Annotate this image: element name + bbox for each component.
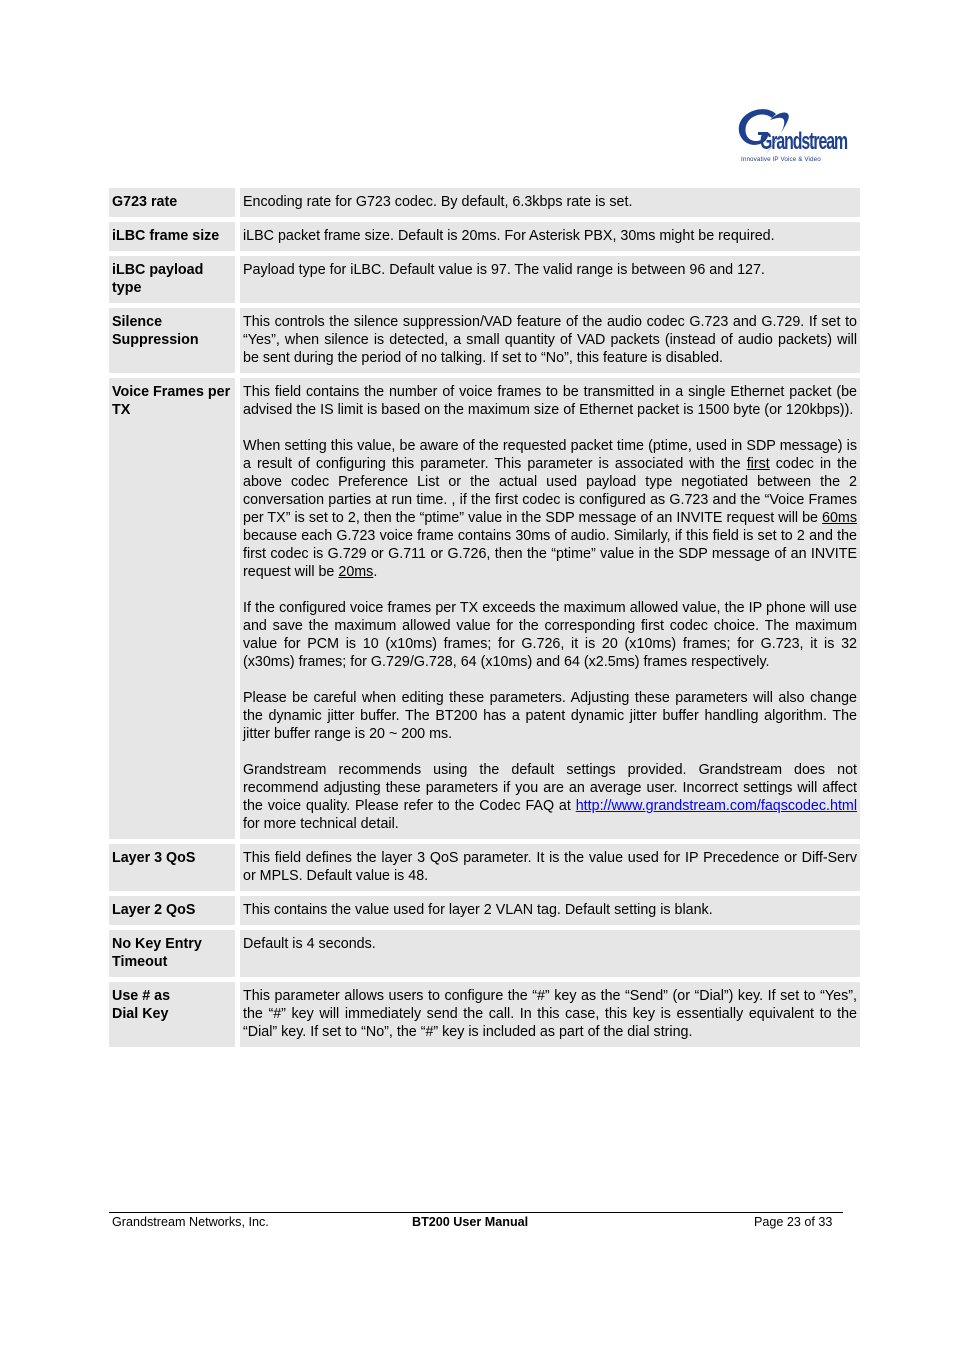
param-description: This contains the value used for layer 2 VLAN tag. Default setting is blank. — [240, 896, 860, 925]
param-description: Default is 4 seconds. — [240, 930, 860, 977]
param-name: G723 rate — [109, 188, 240, 217]
param-description: Encoding rate for G723 codec. By default, 6.3kbps rate is set. — [240, 188, 860, 217]
param-name: Silence Suppression — [109, 308, 240, 373]
param-name: Layer 2 QoS — [109, 896, 240, 925]
param-description: iLBC packet frame size. Default is 20ms. For Asterisk PBX, 30ms might be required. — [240, 222, 860, 251]
param-name: iLBC frame size — [109, 222, 240, 251]
param-name: Use # as Dial Key — [109, 982, 240, 1047]
codec-faq-link[interactable]: http://www.grandstream.com/faqscodec.html — [575, 798, 858, 814]
table-row — [109, 308, 860, 373]
table-row — [109, 930, 860, 977]
table-row — [109, 378, 860, 839]
param-name: Layer 3 QoS — [109, 844, 240, 891]
logo-tagline: Innovative IP Voice & Video — [741, 156, 821, 163]
footer-page-number: Page 23 of 33 — [754, 1215, 833, 1229]
param-description: This parameter allows users to configure the “#” key as the “Send” (or “Dial”) key. If set to “Yes”, the “#” key will immediately send the call. In this case, this key is essentially equivalent to the “Dial” key. If set to “No”, the “#” key is included as part of the dial string. — [240, 982, 860, 1047]
param-name: iLBC payload type — [109, 256, 240, 303]
logo-wordmark: Grandstream — [760, 128, 847, 155]
parameter-table — [109, 183, 860, 1052]
table-row — [109, 222, 860, 251]
table-row — [109, 844, 860, 891]
table-row — [109, 896, 860, 925]
table-row — [109, 982, 860, 1047]
grandstream-logo — [736, 106, 847, 166]
footer-company: Grandstream Networks, Inc. — [112, 1215, 269, 1229]
param-name: Voice Frames per TX — [109, 378, 240, 839]
param-description: This controls the silence suppression/VAD feature of the audio codec G.723 and G.729. If set to “Yes”, when silence is detected, a small quantity of VAD packets (instead of audio packets) will be sent during the period of no talking. If set to “No”, this feature is disabled. — [240, 308, 860, 373]
param-description: Payload type for iLBC. Default value is 97. The valid range is between 96 and 127. — [240, 256, 860, 303]
param-description: This field contains the number of voice frames to be transmitted in a single Ethernet packet (be advised the IS limit is based on the maximum size of Ethernet packet is 1500 byte (or 120kbps)). When setting this value, be aware of the requested packet time (ptime, used in SDP message) is a result of configuring this parameter. This parameter is associated with the first codec in the above codec Preference List or the actual used payload type negotiated between the 2 conversation parties at run time. , if the first codec is configured as G.723 and the “Voice Frames per TX” is set to 2, then the “ptime” value in the SDP message of an INVITE request will be 60ms because each G.723 voice frame contains 30ms of audio. Similarly, if this field is set to 2 and the first codec is G.729 or G.711 or G.726, then the “ptime” value in the SDP message of an INVITE request will be 20ms. If the configured voice frames per TX exceeds the maximum allowed value, the IP phone will use and save the maximum allowed value for the corresponding first codec choice. The maximum value for PCM is 10 (x10ms) frames; for G.726, it is 20 (x10ms) frames; for G.723, it is 32 (x30ms) frames; for G.729/G.728, 64 (x10ms) and 64 (x2.5ms) frames respectively. Please be careful when editing these parameters. Adjusting these parameters will also change the dynamic jitter buffer. The BT200 has a patent dynamic jitter buffer handling algorithm. The jitter buffer range is 20 ~ 200 ms. Grandstream recommends using the default settings provided. Grandstream does not recommend adjusting these parameters if you are an average user. Incorrect settings will affect the voice quality. Please refer to the Codec FAQ at http://www.grandstream.com/faqscodec.html for more technical detail. — [240, 378, 860, 839]
table-row — [109, 188, 860, 217]
param-description: This field defines the layer 3 QoS parameter. It is the value used for IP Precedence or Diff-Serv or MPLS. Default value is 48. — [240, 844, 860, 891]
param-name: No Key Entry Timeout — [109, 930, 240, 977]
footer-divider — [109, 1212, 843, 1213]
footer-title: BT200 User Manual — [412, 1215, 529, 1229]
table-row — [109, 256, 860, 303]
